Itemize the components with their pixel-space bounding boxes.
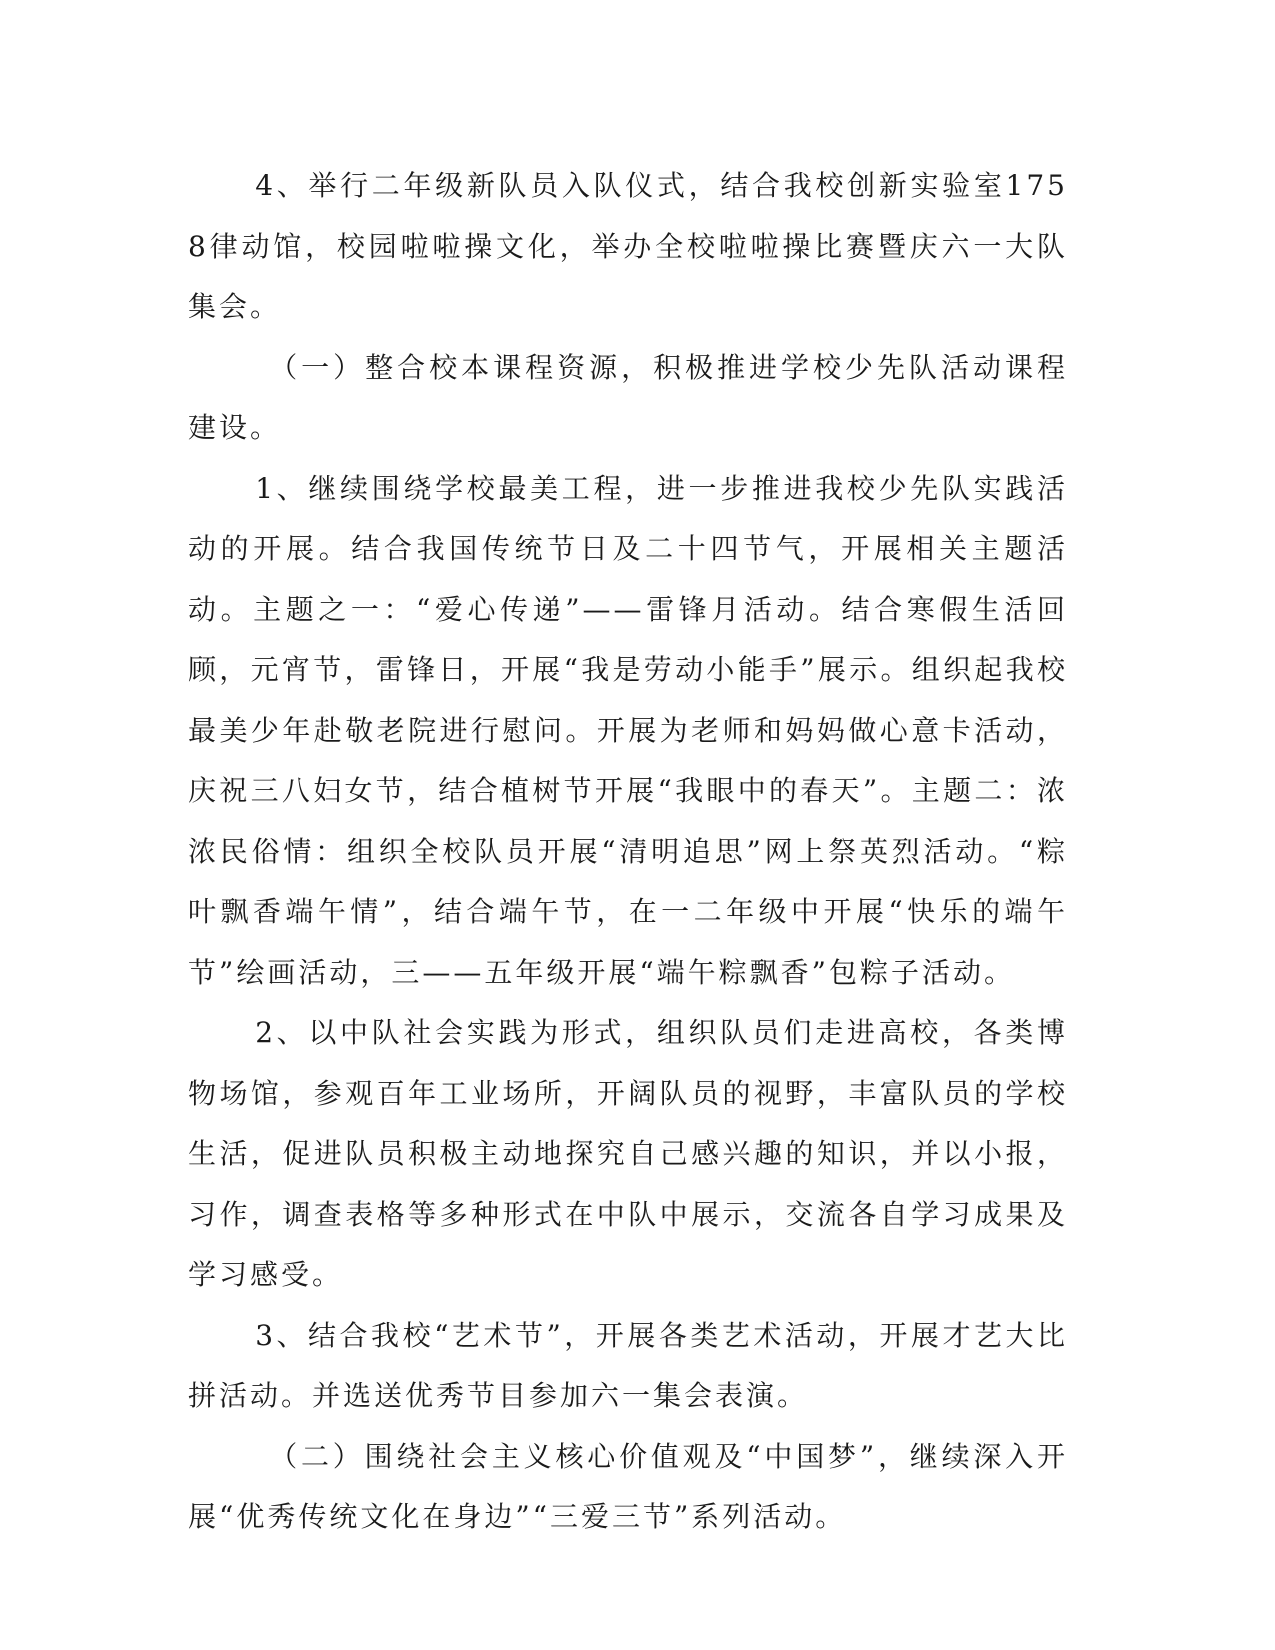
- paragraph-item-4: 4、举行二年级新队员入队仪式，结合我校创新实验室1758律动馆，校园啦啦操文化，举办全校啦啦操比赛暨庆六一大队集会。: [188, 169, 1068, 323]
- section-heading-1: （一）整合校本课程资源，积极推进学校少先队活动课程建设。: [188, 350, 1068, 444]
- paragraph-item-1: 1、继续围绕学校最美工程，进一步推进我校少先队实践活动的开展。结合我国传统节日及二十四节气，开展相关主题活动。主题之一：“爱心传递”——雷锋月活动。结合寒假生活回顾，元宵节，雷锋日，开展“我是劳动小能手”展示。组织起我校最美少年赴敬老院进行慰问。开展为老师和妈妈做心意卡活动，庆祝三八妇女节，结合植树节开展“我眼中的春天”。主题二：浓浓民俗情：组织全校队员开展“清明追思”网上祭英烈活动。“粽叶飘香端午情”，结合端午节，在一二年级中开展“快乐的端午节”绘画活动，三——五年级开展“端午粽飘香”包粽子活动。: [188, 471, 1068, 989]
- paragraph-item-3: 3、结合我校“艺术节”，开展各类艺术活动，开展才艺大比拼活动。并选送优秀节目参加六一集会表演。: [188, 1318, 1068, 1412]
- document-body: [188, 156, 1068, 1548]
- paragraph-item-2: 2、以中队社会实践为形式，组织队员们走进高校，各类博物场馆，参观百年工业场所，开阔队员的视野，丰富队员的学校生活，促进队员积极主动地探究自己感兴趣的知识，并以小报，习作，调查表格等多种形式在中队中展示，交流各自学习成果及学习感受。: [188, 1016, 1068, 1291]
- section-heading-2: （二）围绕社会主义核心价值观及“中国梦”，继续深入开展“优秀传统文化在身边”“三爱三节”系列活动。: [188, 1439, 1068, 1533]
